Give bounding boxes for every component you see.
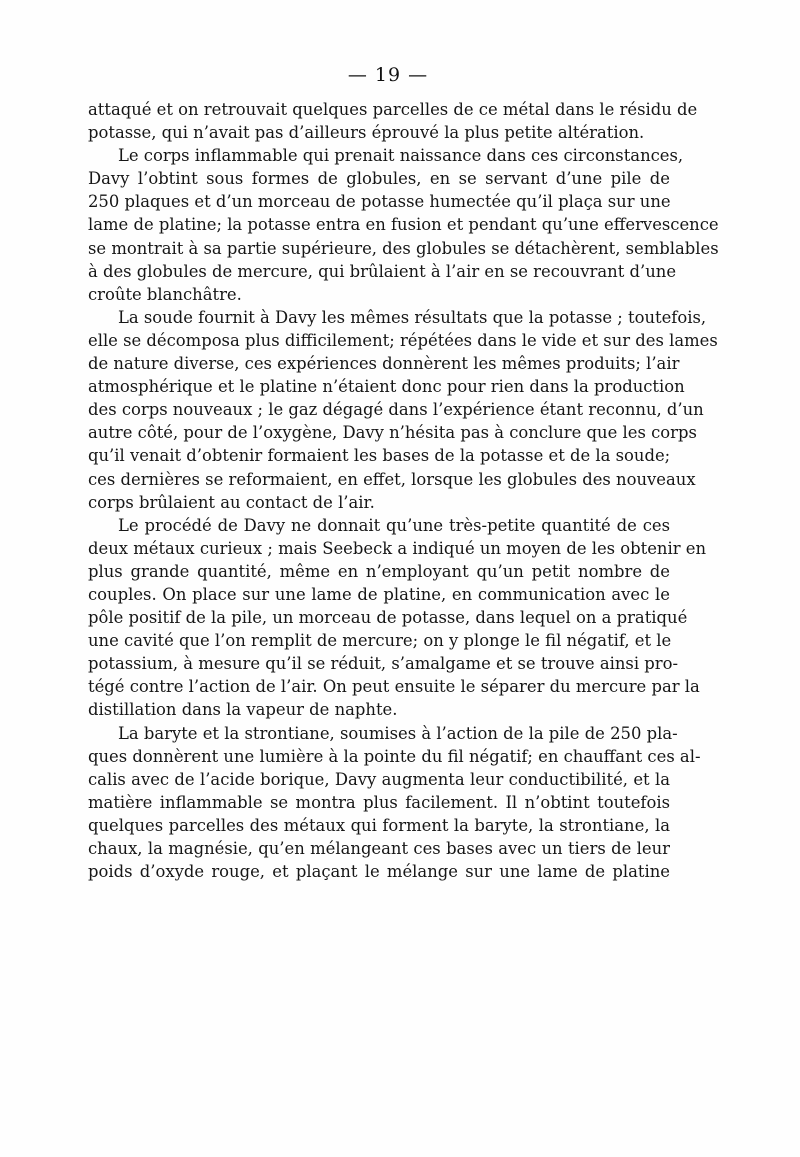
text-line: à des globules de mercure, qui brûlaient à l’air en se recouvrant d’une <box>88 261 677 281</box>
text-line: Le corps inflammable qui prenait naissance dans ces circonstances, <box>118 146 684 166</box>
text-line: lame de platine; la potasse entra en fusion et pendant qu’une effervescence <box>88 215 719 235</box>
paragraph <box>88 98 698 144</box>
text-line: qu’il venait d’obtenir formaient les bases de la potasse et de la soude; <box>88 446 671 466</box>
paragraph <box>88 306 718 514</box>
text-line: potasse, qui n’avait pas d’ailleurs éprouvé la plus petite altération. <box>88 123 645 143</box>
text-line: pôle positif de la pile, un morceau de potasse, dans lequel on a pratiqué <box>88 608 688 628</box>
text-line: croûte blanchâtre. <box>88 284 242 304</box>
text-line: deux métaux curieux ; mais Seebeck a indiqué un moyen de les obtenir en <box>88 538 707 558</box>
text-line: couples. On place sur une lame de platine, en communication avec le <box>88 584 670 604</box>
text-line: Le procédé de Davy ne donnait qu’une très-petite quantité de ces <box>118 515 670 535</box>
text-line: matière inflammable se montra plus facilement. Il n’obtint toutefois <box>88 792 670 812</box>
paragraph <box>88 514 707 722</box>
text-line: La soude fournit à Davy les mêmes résultats que la potasse ; toutefois, <box>118 307 707 327</box>
text-line: poids d’oxyde rouge, et plaçant le mélange sur une lame de platine <box>88 862 670 882</box>
text-line: attaqué et on retrouvait quelques parcelles de ce métal dans le résidu de <box>88 100 698 119</box>
body-text <box>88 98 719 883</box>
text-line: La baryte et la strontiane, soumises à l’action de la pile de 250 pla- <box>118 723 678 743</box>
text-line: potassium, à mesure qu’il se réduit, s’amalgame et se trouve ainsi pro- <box>88 654 679 674</box>
text-line: de nature diverse, ces expériences donnèrent les mêmes produits; l’air <box>88 354 680 374</box>
text-line: se montrait à sa partie supérieure, des globules se détachèrent, semblables <box>88 238 719 258</box>
text-line: tégé contre l’action de l’air. On peut ensuite le séparer du mercure par la <box>88 677 700 697</box>
text-line: 250 plaques et d’un morceau de potasse humectée qu’il plaça sur une <box>88 192 671 212</box>
text-line: ques donnèrent une lumière à la pointe du fil négatif; en chauffant ces al- <box>88 746 701 766</box>
text-line: Davy l’obtint sous formes de globules, en se servant d’une pile de <box>88 169 670 189</box>
text-line: ces dernières se reformaient, en effet, lorsque les globules des nouveaux <box>88 469 696 489</box>
text-line: atmosphérique et le platine n’étaient donc pour rien dans la production <box>88 377 685 397</box>
text-line: elle se décomposa plus difficilement; répétées dans le vide et sur des lames <box>88 330 718 350</box>
text-line: autre côté, pour de l’oxygène, Davy n’hésita pas à conclure que les corps <box>88 423 697 443</box>
text-line: chaux, la magnésie, qu’en mélangeant ces bases avec un tiers de leur <box>88 839 670 858</box>
text-line: des corps nouveaux ; le gaz dégagé dans l’expérience étant reconnu, d’un <box>88 400 704 420</box>
text-line: distillation dans la vapeur de naphte. <box>88 700 398 720</box>
text-line: plus grande quantité, même en n’employant qu’un petit nombre de <box>88 561 670 581</box>
paragraph <box>88 144 719 306</box>
text-line: corps brûlaient au contact de l’air. <box>88 492 375 512</box>
text-line: une cavité que l’on remplit de mercure; on y plonge le fil négatif, et le <box>88 631 672 651</box>
text-line: calis avec de l’acide borique, Davy augmenta leur conductibilité, et la <box>88 769 670 789</box>
page-number: — 19 — <box>347 64 429 86</box>
paragraph <box>88 722 701 884</box>
text-line: quelques parcelles des métaux qui forment la baryte, la strontiane, la <box>88 815 670 835</box>
